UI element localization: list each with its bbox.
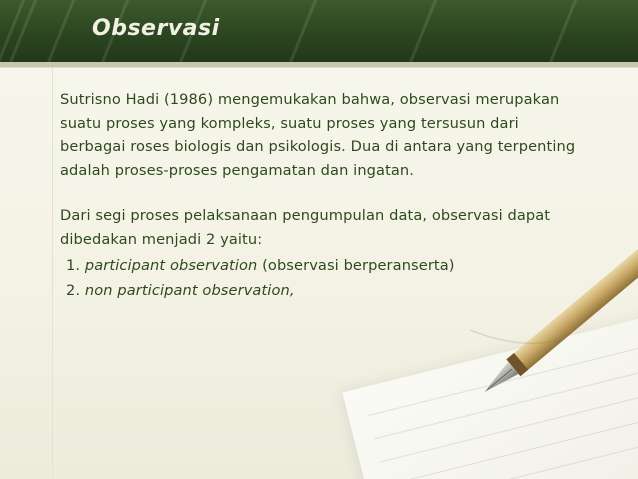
list-item xyxy=(66,254,580,278)
slide-body xyxy=(60,88,580,304)
paragraph-definition: Sutrisno Hadi (1986) mengemukakan bahwa, observasi merupakan suatu proses yang kompleks, suatu proses yang tersusun dari berbagai roses biologis dan psikologis. Dua di antara yang terpenting adalah proses-proses pengamatan dan ingatan. xyxy=(60,91,576,179)
list-number: 1. xyxy=(66,257,81,274)
list-term: participant observation xyxy=(84,257,258,274)
list-number: 2. xyxy=(66,282,81,299)
list-item xyxy=(66,279,580,303)
slide-title: Observasi xyxy=(92,16,220,41)
list-note: (observasi berperanserta) xyxy=(262,257,455,274)
list-term: non participant observation, xyxy=(84,282,295,299)
paragraph-types: Dari segi proses pelaksanaan pengumpulan data, observasi dapat dibedakan menjadi 2 yaitu: xyxy=(60,207,551,248)
observation-types-list xyxy=(60,254,580,303)
